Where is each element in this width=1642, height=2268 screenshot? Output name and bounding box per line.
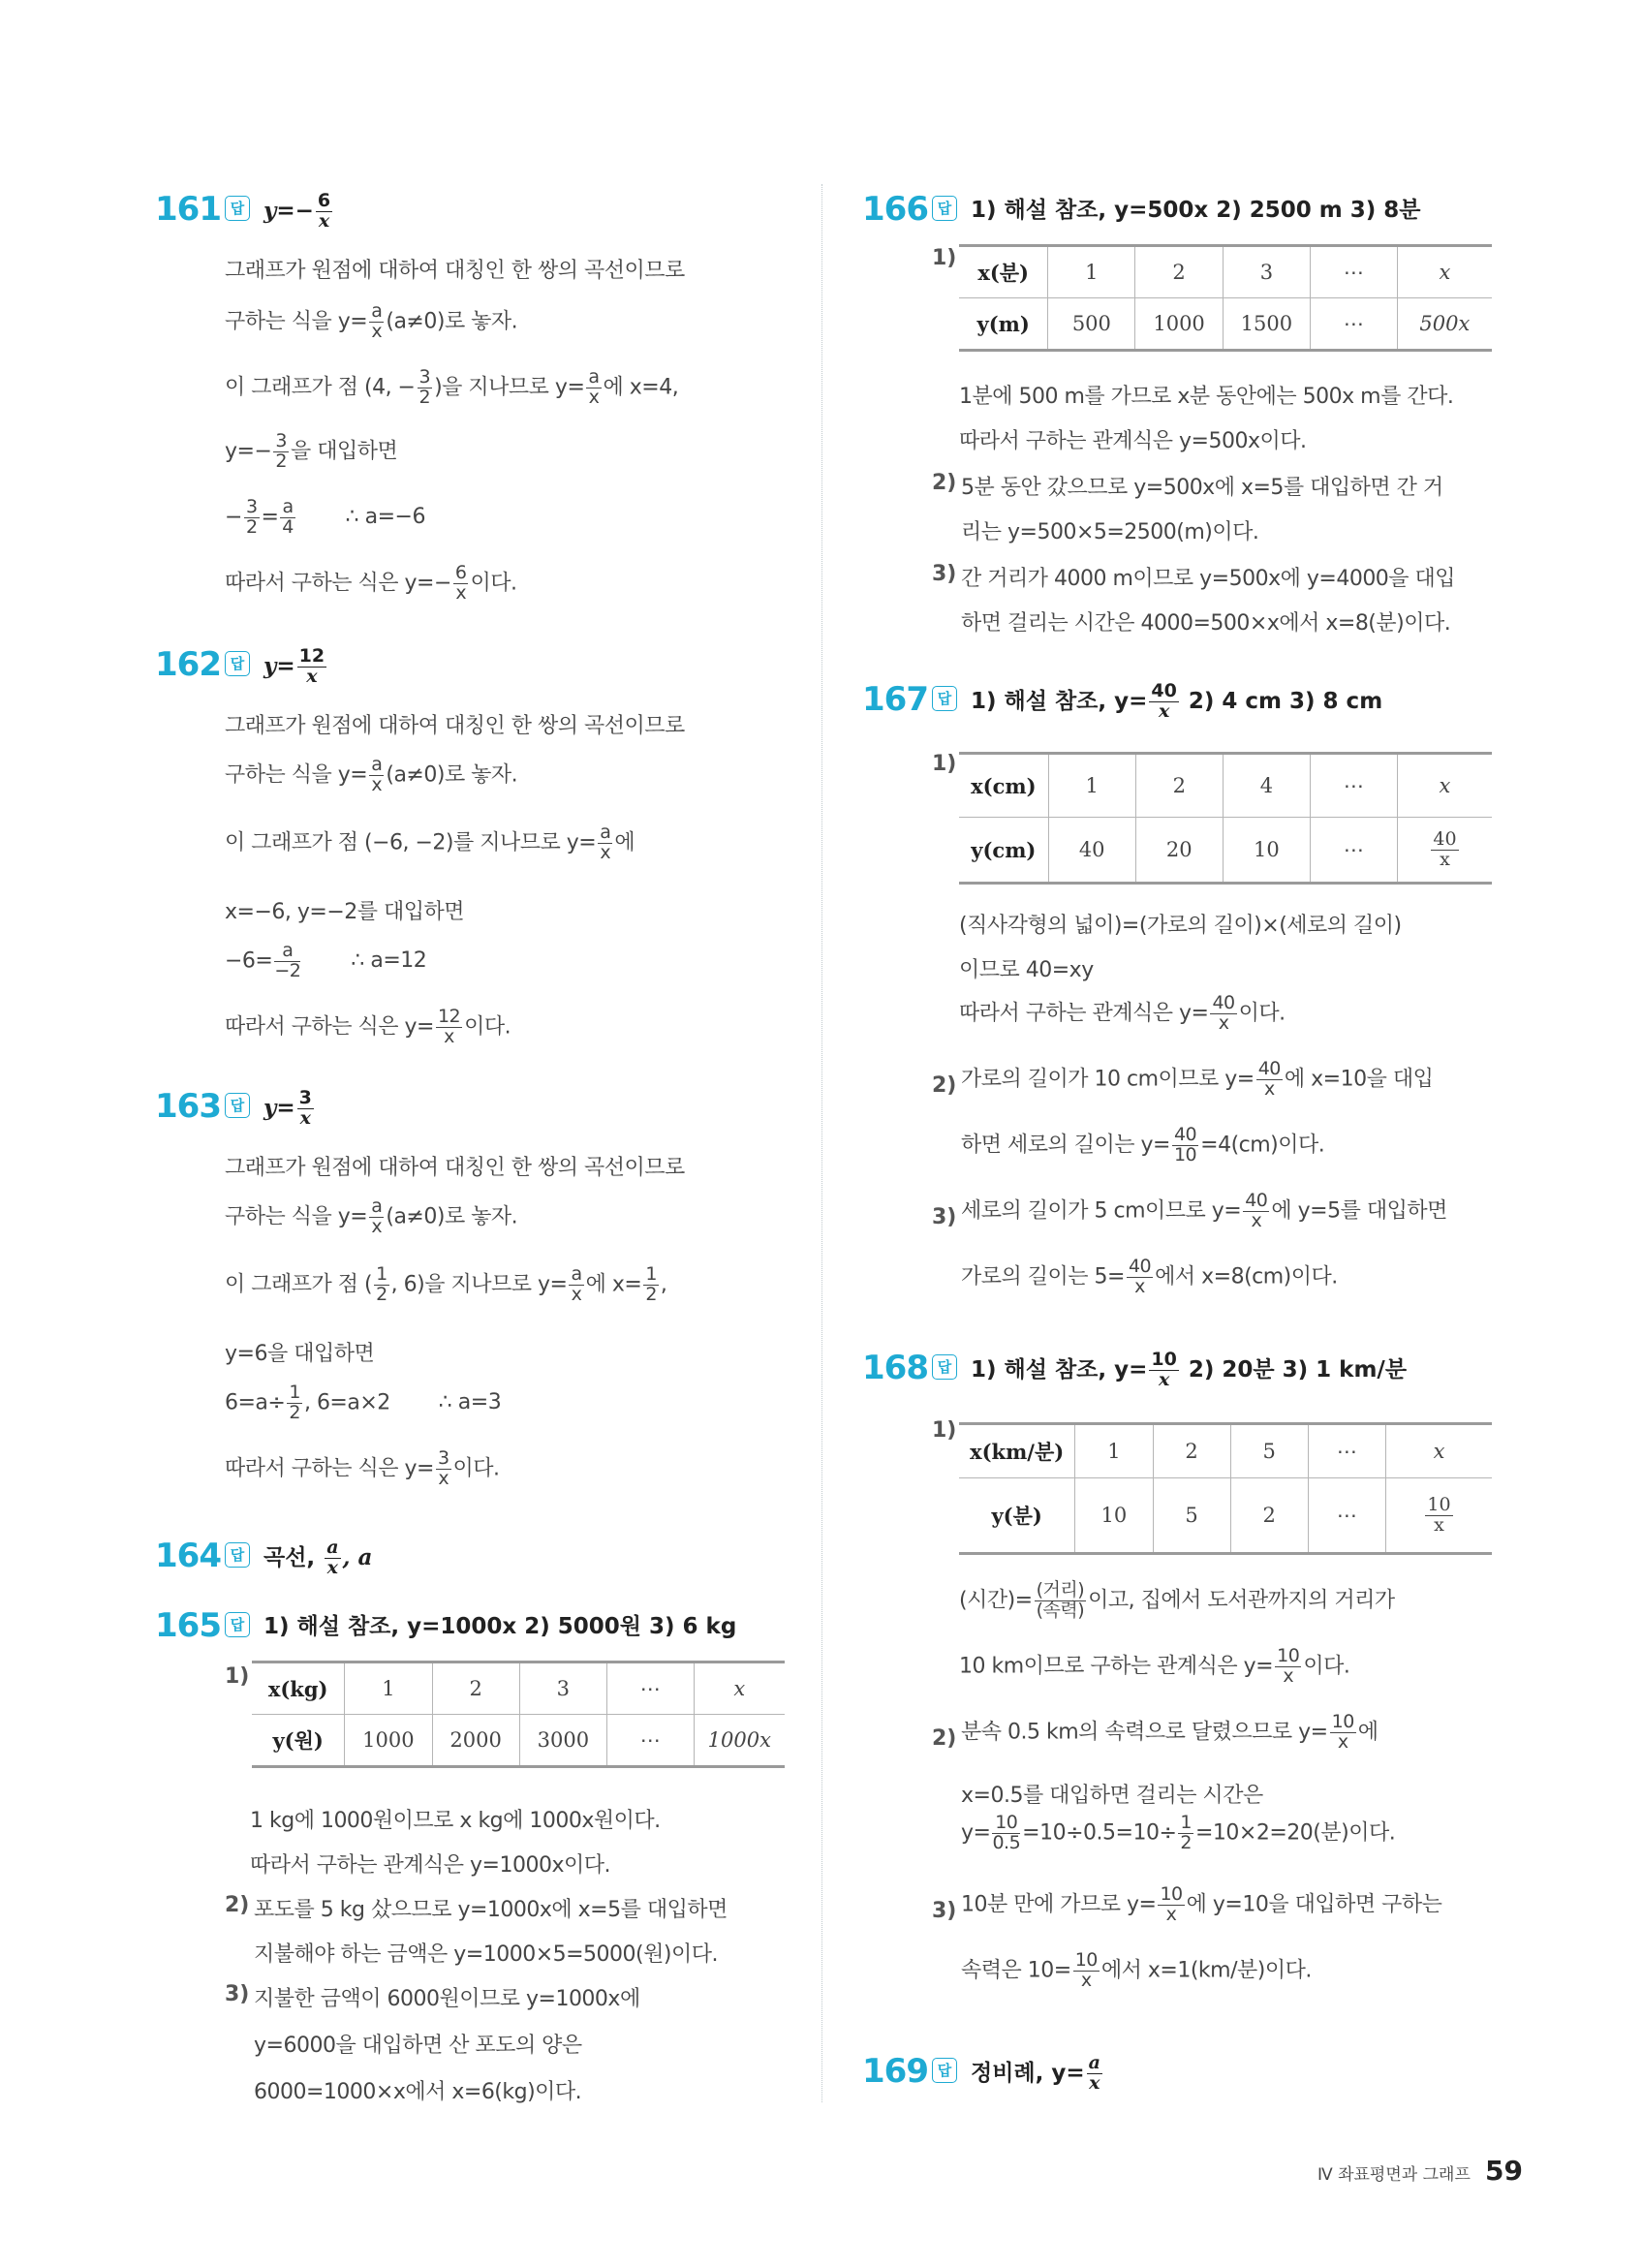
table-cell: 5 xyxy=(1230,1424,1308,1478)
sub-label: 2) xyxy=(932,471,957,495)
table-cell: 2 xyxy=(1135,246,1223,298)
answer: y= $\frac{12}{x}$ xyxy=(263,645,325,687)
table-cell: 4 xyxy=(1223,754,1310,818)
explanation-line: 가로의 길이가 10 cm이므로 y= $\frac{40}{x}$ 에 x=10을 대입 xyxy=(961,1058,1434,1100)
table-header-cell: y(cm) xyxy=(959,818,1048,884)
fraction xyxy=(1425,1493,1452,1536)
table-row xyxy=(959,246,1492,298)
answer: 1) 해설 참조, y= $\frac{10}{x}$ 2) 20분 3) 1 km/분 xyxy=(971,1349,1408,1390)
explanation-line: − $\frac{3}{2}$ = $\frac{a}{4}$ ∴ a=−6 xyxy=(225,496,425,538)
explanation-line: 따라서 구하는 관계식은 y= $\frac{40}{x}$ 이다. xyxy=(959,992,1286,1034)
table-cell: ⋯ xyxy=(606,1715,694,1767)
table-cell: x xyxy=(694,1662,785,1715)
problem-number: 165 xyxy=(155,1606,221,1645)
explanation-line: 하면 세로의 길이는 y= $\frac{40}{10}$ =4(cm)이다. xyxy=(961,1124,1325,1165)
explanation-line: 그래프가 원점에 대하여 대칭인 한 쌍의 곡선이므로 xyxy=(225,259,685,283)
answer-badge: 답 xyxy=(932,2058,957,2083)
fraction xyxy=(1431,827,1458,870)
table-cell: ⋯ xyxy=(1310,818,1397,884)
answer-badge: 답 xyxy=(225,1542,250,1568)
explanation-line: 포도를 5 kg 샀으므로 y=1000x에 x=5를 대입하면 xyxy=(254,1898,728,1922)
explanation-line: 구하는 식을 y= $\frac{a}{x}$ (a≠0)로 놓자. xyxy=(225,754,518,795)
table-cell: x xyxy=(1397,246,1492,298)
table-cell: ⋯ xyxy=(1311,246,1398,298)
table-row xyxy=(959,298,1492,351)
sub-label: 2) xyxy=(932,1726,957,1751)
table-cell: 2 xyxy=(1230,1478,1308,1554)
problem-number: 169 xyxy=(862,2052,928,2091)
explanation-line: 따라서 구하는 식은 y=− $\frac{6}{x}$ 이다. xyxy=(225,562,517,604)
explanation-line: 하면 걸리는 시간은 4000=500×x에서 x=8(분)이다. xyxy=(961,611,1451,636)
problem-number: 163 xyxy=(155,1087,221,1126)
table-cell: 1500 xyxy=(1223,298,1310,351)
value-table xyxy=(959,1422,1492,1555)
table-cell: 20 xyxy=(1135,818,1223,884)
problem-number: 161 xyxy=(155,190,221,229)
table-cell xyxy=(1397,818,1492,884)
answer-badge: 답 xyxy=(932,1354,957,1380)
table-header-cell: y(분) xyxy=(959,1478,1075,1554)
table-cell: x xyxy=(1397,754,1492,818)
explanation-line: 이 그래프가 점 (4, − $\frac{3}{2}$ )을 지나므로 y= $\frac{a}{x}$ 에 x=4, xyxy=(225,366,679,408)
answer-badge: 답 xyxy=(932,196,957,221)
problem-number: 166 xyxy=(862,190,928,229)
table-header-cell: x(kg) xyxy=(252,1662,345,1715)
explanation-line: 속력은 10= $\frac{10}{x}$ 에서 x=1(km/분)이다. xyxy=(961,1949,1312,1991)
answer-badge: 답 xyxy=(225,196,250,221)
sub-label: 1) xyxy=(932,752,957,776)
table-cell: 1 xyxy=(1048,246,1135,298)
table-cell: 500x xyxy=(1397,298,1492,351)
answer: 1) 해설 참조, y= $\frac{40}{x}$ 2) 4 cm 3) 8 cm xyxy=(971,680,1383,722)
sub-label: 1) xyxy=(932,1418,957,1443)
answer: y=− $\frac{6}{x}$ xyxy=(263,190,331,232)
table-row xyxy=(252,1662,785,1715)
explanation-line: y=6000을 대입하면 산 포도의 양은 xyxy=(254,2034,582,2058)
explanation-line: 세로의 길이가 5 cm이므로 y= $\frac{40}{x}$ 에 y=5를 대입하면 xyxy=(961,1190,1447,1231)
explanation-line: 1분에 500 m를 가므로 x분 동안에는 500x m를 간다. xyxy=(959,385,1454,409)
table-cell: ⋯ xyxy=(606,1662,694,1715)
table-cell: 2 xyxy=(1135,754,1223,818)
problem-number: 164 xyxy=(155,1537,221,1575)
explanation-line: y= $\frac{10}{0.5}$ =10÷0.5=10÷ $\frac{1}{2}$ =10×2=20(분)이다. xyxy=(961,1812,1396,1853)
table-cell: 3000 xyxy=(519,1715,606,1767)
table-header-cell: x(km/분) xyxy=(959,1424,1075,1478)
explanation-line: 그래프가 원점에 대하여 대칭인 한 쌍의 곡선이므로 xyxy=(225,1156,685,1180)
table-cell: 2000 xyxy=(432,1715,519,1767)
table-header-cell: x(분) xyxy=(959,246,1048,298)
section-title: Ⅳ 좌표평면과 그래프 xyxy=(1317,2165,1471,2185)
explanation-line: 구하는 식을 y= $\frac{a}{x}$ (a≠0)로 놓자. xyxy=(225,1196,518,1237)
explanation-line: 1 kg에 1000원이므로 x kg에 1000x원이다. xyxy=(250,1809,661,1833)
explanation-line: (시간)= $\frac{\text{(거리)}}{\text{(속력)}}$ 이고, 집에서 도서관까지의 거리가 xyxy=(959,1579,1395,1621)
table-cell: 2 xyxy=(1153,1424,1230,1478)
table-row xyxy=(959,818,1492,884)
sub-label: 3) xyxy=(932,1205,957,1229)
table-cell: 3 xyxy=(519,1662,606,1715)
table-row xyxy=(959,1478,1492,1554)
answer: 1) 해설 참조, y=1000x 2) 5000원 3) 6 kg xyxy=(263,1614,737,1639)
explanation-line: 따라서 구하는 식은 y= $\frac{12}{x}$ 이다. xyxy=(225,1006,511,1047)
explanation-line: 6000=1000×x에서 x=6(kg)이다. xyxy=(254,2080,582,2104)
table-cell: 10 xyxy=(1223,818,1310,884)
explanation-line: y=6을 대입하면 xyxy=(225,1342,375,1366)
explanation-line: 그래프가 원점에 대하여 대칭인 한 쌍의 곡선이므로 xyxy=(225,714,685,738)
table-header-cell: x(cm) xyxy=(959,754,1048,818)
table-cell: 1 xyxy=(1048,754,1135,818)
sub-label: 1) xyxy=(932,246,957,270)
table-cell: 1000x xyxy=(694,1715,785,1767)
explanation-line: 지불한 금액이 6000원이므로 y=1000x에 xyxy=(254,1987,640,2011)
answer: 1) 해설 참조, y=500x 2) 2500 m 3) 8분 xyxy=(971,198,1421,223)
explanation-line: 가로의 길이는 5= $\frac{40}{x}$ 에서 x=8(cm)이다. xyxy=(961,1256,1338,1297)
explanation-line: 따라서 구하는 식은 y= $\frac{3}{x}$ 이다. xyxy=(225,1447,500,1489)
table-row xyxy=(959,1424,1492,1478)
answer-badge: 답 xyxy=(225,1093,250,1118)
sub-label: 3) xyxy=(225,1982,250,2006)
table-cell: x xyxy=(1385,1424,1492,1478)
explanation-line: 10분 만에 가므로 y= $\frac{10}{x}$ 에 y=10을 대입하면 구하는 xyxy=(961,1883,1442,1925)
explanation-line: 간 거리가 4000 m이므로 y=500x에 y=4000을 대입 xyxy=(961,567,1456,591)
table-cell xyxy=(1385,1478,1492,1554)
table-cell: 1 xyxy=(1075,1424,1153,1478)
problem-number: 162 xyxy=(155,645,221,684)
explanation-line: 구하는 식을 y= $\frac{a}{x}$ (a≠0)로 놓자. xyxy=(225,300,518,342)
answer-badge: 답 xyxy=(932,686,957,711)
denominator: x xyxy=(1440,848,1450,870)
numerator: 40 xyxy=(1433,827,1457,850)
answer: 곡선, $\frac{a}{x}$ , a xyxy=(263,1537,373,1578)
explanation-line: 지불해야 하는 금액은 y=1000×5=5000(원)이다. xyxy=(254,1942,718,1967)
explanation-line: 따라서 구하는 관계식은 y=1000x이다. xyxy=(250,1853,610,1878)
table-cell: 1000 xyxy=(1135,298,1223,351)
answer: 정비례, y= $\frac{a}{x}$ xyxy=(971,2052,1100,2094)
numerator: 10 xyxy=(1427,1493,1451,1515)
explanation-line: y=− $\frac{3}{2}$ 을 대입하면 xyxy=(225,430,398,472)
table-cell: 3 xyxy=(1223,246,1310,298)
table-header-cell: y(원) xyxy=(252,1715,345,1767)
sub-label: 2) xyxy=(932,1073,957,1098)
explanation-line: 5분 동안 갔으므로 y=500x에 x=5를 대입하면 간 거 xyxy=(961,476,1443,500)
table-cell: 1 xyxy=(345,1662,432,1715)
explanation-line: x=−6, y=−2를 대입하면 xyxy=(225,900,465,924)
explanation-line: 분속 0.5 km의 속력으로 달렸으므로 y= $\frac{10}{x}$ 에 xyxy=(961,1711,1379,1753)
table-cell: 1000 xyxy=(345,1715,432,1767)
table-cell: ⋯ xyxy=(1308,1424,1385,1478)
table-cell: 5 xyxy=(1153,1478,1230,1554)
explanation-line: 이 그래프가 점 ( $\frac{1}{2}$ , 6)을 지나므로 y= $\frac{a}{x}$ 에 x= $\frac{1}{2}$ , xyxy=(225,1263,667,1305)
table-cell: 40 xyxy=(1048,818,1135,884)
value-table xyxy=(959,752,1492,885)
table-cell: 2 xyxy=(432,1662,519,1715)
explanation-line: (직사각형의 넓이)=(가로의 길이)×(세로의 길이) xyxy=(959,914,1402,938)
explanation-line: x=0.5를 대입하면 걸리는 시간은 xyxy=(961,1784,1263,1808)
value-table xyxy=(252,1661,785,1768)
explanation-line: 따라서 구하는 관계식은 y=500x이다. xyxy=(959,429,1307,453)
explanation-line: 6=a÷ $\frac{1}{2}$ , 6=a×2 ∴ a=3 xyxy=(225,1382,502,1423)
table-cell: 10 xyxy=(1075,1478,1153,1554)
table-row xyxy=(252,1715,785,1767)
explanation-line: 10 km이므로 구하는 관계식은 y= $\frac{10}{x}$ 이다. xyxy=(959,1645,1350,1687)
table-cell: 500 xyxy=(1048,298,1135,351)
explanation-line: −6= $\frac{a}{-2}$ ∴ a=12 xyxy=(225,940,427,981)
column-divider xyxy=(821,184,822,2102)
answer: y= $\frac{3}{x}$ xyxy=(263,1087,312,1129)
explanation-line: 리는 y=500×5=2500(m)이다. xyxy=(961,520,1259,544)
page-footer xyxy=(1317,2155,1523,2187)
table-cell: ⋯ xyxy=(1311,298,1398,351)
page-number: 59 xyxy=(1484,2155,1523,2187)
sub-label: 2) xyxy=(225,1893,250,1917)
table-cell: ⋯ xyxy=(1308,1478,1385,1554)
table-header-cell: y(m) xyxy=(959,298,1048,351)
explanation-line: 이 그래프가 점 (−6, −2)를 지나므로 y= $\frac{a}{x}$ 에 xyxy=(225,822,635,863)
table-cell: ⋯ xyxy=(1310,754,1397,818)
sub-label: 3) xyxy=(932,1899,957,1923)
problem-number: 168 xyxy=(862,1349,928,1387)
denominator: x xyxy=(1434,1513,1444,1536)
explanation-line: 이므로 40=xy xyxy=(959,958,1094,982)
answer-badge: 답 xyxy=(225,1612,250,1637)
sub-label: 3) xyxy=(932,562,957,586)
value-table xyxy=(959,244,1492,352)
answer-badge: 답 xyxy=(225,651,250,676)
table-row xyxy=(959,754,1492,818)
sub-label: 1) xyxy=(225,1664,250,1689)
problem-number: 167 xyxy=(862,680,928,719)
